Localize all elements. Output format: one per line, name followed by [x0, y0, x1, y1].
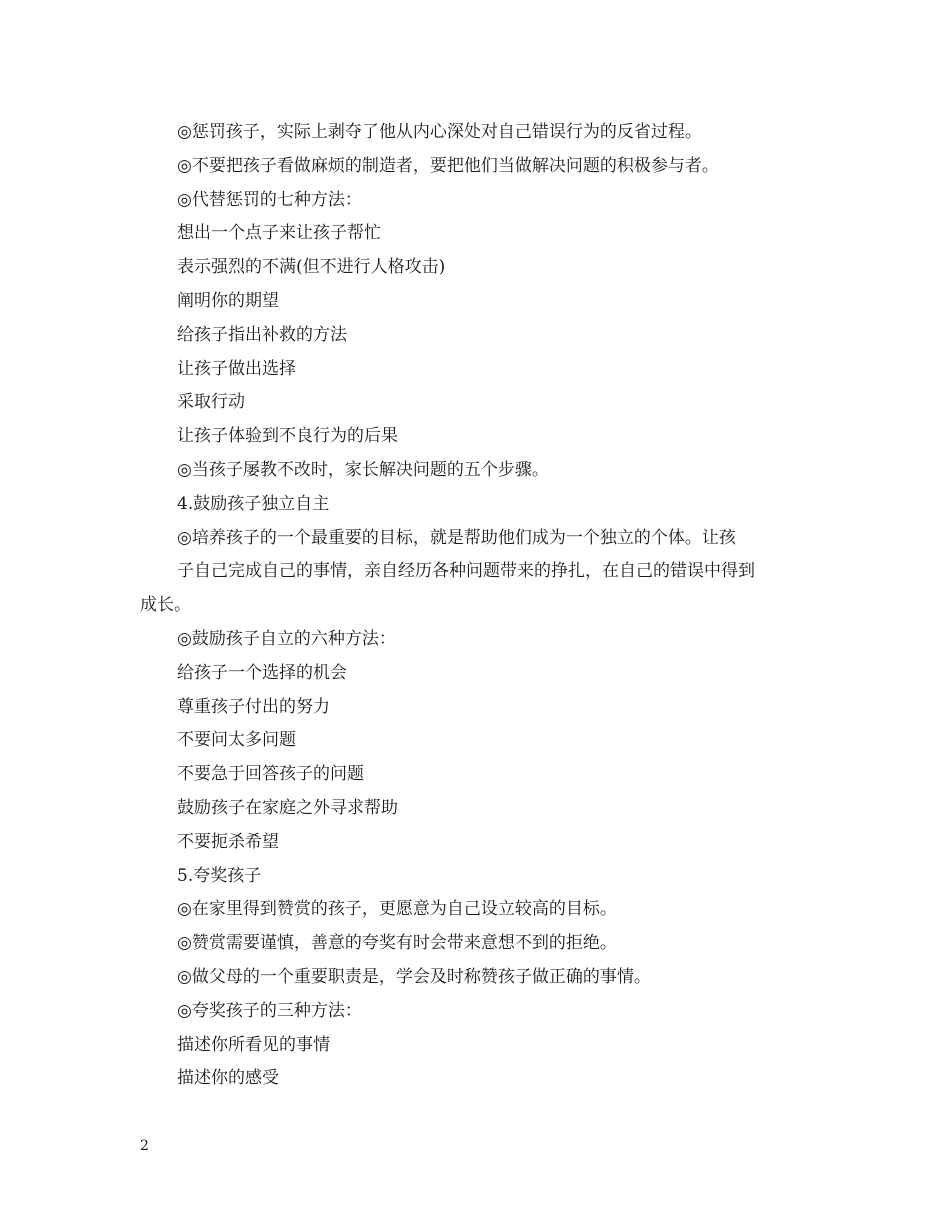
text-line: 尊重孩子付出的努力 — [177, 696, 330, 717]
text-line: 给孩子指出补救的方法 — [177, 324, 347, 345]
text-line: 采取行动 — [177, 392, 245, 413]
text-line: 让孩子做出选择 — [177, 358, 296, 379]
text-line: 给孩子一个选择的机会 — [177, 662, 347, 683]
text-line: 子自己完成自己的事情，亲自经历各种问题带来的挣扎，在自己的错误中得到 — [177, 561, 755, 582]
section-heading: 4.鼓励孩子独立自主 — [177, 493, 330, 514]
text-line: 描述你所看见的事情 — [177, 1034, 330, 1055]
text-line: 表示强烈的不满(但不进行人格攻击) — [177, 257, 446, 278]
text-line: ◎不要把孩子看做麻烦的制造者，要把他们当做解决问题的积极参与者。 — [177, 155, 719, 176]
text-line: ◎赞赏需要谨慎，善意的夸奖有时会带来意想不到的拒绝。 — [177, 933, 617, 954]
text-line: 让孩子体验到不良行为的后果 — [177, 426, 398, 447]
text-line: 不要扼杀希望 — [177, 831, 279, 852]
text-line: 不要急于回答孩子的问题 — [177, 764, 364, 785]
text-line: ◎夸奖孩子的三种方法： — [177, 1000, 362, 1021]
text-line: ◎培养孩子的一个最重要的目标，就是帮助他们成为一个独立的个体。让孩 — [177, 527, 736, 548]
text-line: 成长。 — [140, 595, 191, 616]
text-line: 不要问太多问题 — [177, 730, 296, 751]
text-line: 鼓励孩子在家庭之外寻求帮助 — [177, 797, 398, 818]
text-line: ◎代替惩罚的七种方法： — [177, 189, 362, 210]
text-line: ◎鼓励孩子自立的六种方法： — [177, 628, 396, 649]
text-line: ◎当孩子屡教不改时，家长解决问题的五个步骤。 — [177, 459, 549, 480]
page-number: 2 — [140, 1138, 149, 1154]
text-line: ◎在家里得到赞赏的孩子，更愿意为自己设立较高的目标。 — [177, 899, 617, 920]
body-text — [140, 116, 820, 1096]
text-line: 描述你的感受 — [177, 1068, 279, 1089]
text-line: ◎做父母的一个重要职责是，学会及时称赞孩子做正确的事情。 — [177, 966, 651, 987]
text-line: 阐明你的期望 — [177, 290, 279, 311]
section-heading: 5.夸奖孩子 — [177, 865, 262, 886]
text-line: 想出一个点子来让孩子帮忙 — [177, 223, 381, 244]
text-line: ◎惩罚孩子，实际上剥夺了他从内心深处对自己错误行为的反省过程。 — [177, 122, 702, 142]
